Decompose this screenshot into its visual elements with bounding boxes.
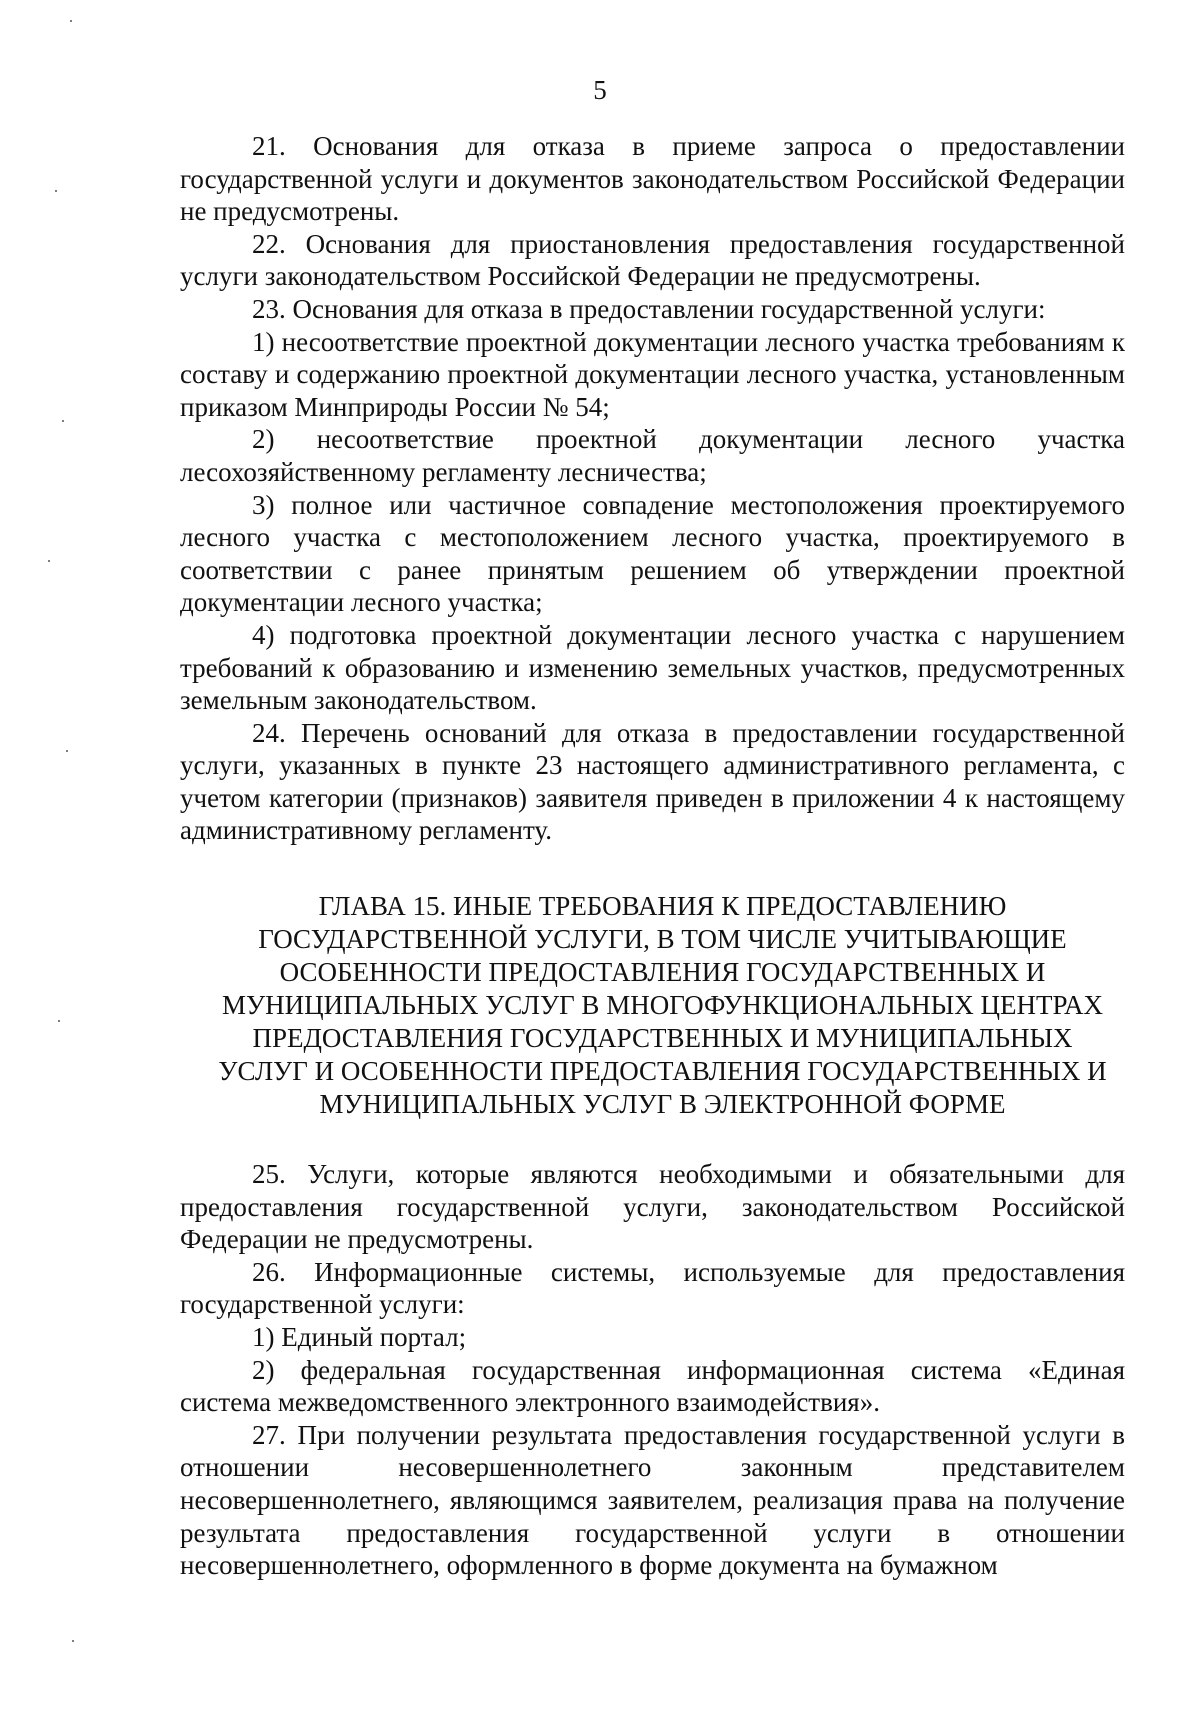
paragraph-26-item-2: 2) федеральная государственная информационная система «Единая система межведомственного электронного взаимодействия». xyxy=(180,1354,1125,1418)
chapter-heading-line: МУНИЦИПАЛЬНЫХ УСЛУГ В МНОГОФУНКЦИОНАЛЬНЫХ ЦЕНТРАХ xyxy=(221,990,1104,1020)
paragraph-22: 22. Основания для приостановления предоставления государственной услуги законодательством Российской Федерации не предусмотрены. xyxy=(180,228,1125,292)
chapter-15-heading xyxy=(180,890,1125,1121)
paragraph-23-item-1: 1) несоответствие проектной документации лесного участка требованиям к составу и содержанию проектной документации лесного участка, установленным приказом Минприроды России № 54; xyxy=(180,326,1125,422)
scan-speck xyxy=(48,560,50,562)
scan-speck xyxy=(58,1020,60,1022)
paragraph-23-item-2: 2) несоответствие проектной документации лесного участка лесохозяйственному регламенту лесничества; xyxy=(180,424,1125,487)
paragraph-23-item-4: 4) подготовка проектной документации лесного участка с нарушением требований к образованию и изменению земельных участков, предусмотренных земельным законодательством. xyxy=(180,619,1125,716)
chapter-heading-line: МУНИЦИПАЛЬНЫХ УСЛУГ В ЭЛЕКТРОННОЙ ФОРМЕ xyxy=(319,1089,1006,1119)
top-paragraphs xyxy=(180,130,1125,847)
paragraph-23-item-3: 3) полное или частичное совпадение местоположения проектируемого лесного участка с местоположением лесного участка, проектируемого в соответствии с ранее принятым решением об утверждении проектной документации лесного участка; xyxy=(180,489,1125,618)
bottom-paragraphs xyxy=(180,1158,1125,1582)
page-number: 5 xyxy=(593,75,607,105)
scan-speck xyxy=(62,420,64,422)
scan-speck xyxy=(70,20,72,22)
scan-speck xyxy=(66,750,68,752)
chapter-heading-line: ПРЕДОСТАВЛЕНИЯ ГОСУДАРСТВЕННЫХ И МУНИЦИПАЛЬНЫХ xyxy=(252,1023,1073,1053)
paragraph-26: 26. Информационные системы, используемые для предоставления государственной услуги: xyxy=(180,1256,1125,1320)
chapter-heading-line: ГОСУДАРСТВЕННОЙ УСЛУГИ, В ТОМ ЧИСЛЕ УЧИТЫВАЮЩИЕ xyxy=(258,924,1067,954)
paragraph-26-item-1: 1) Единый портал; xyxy=(252,1321,467,1352)
chapter-heading-line: ГЛАВА 15. ИНЫЕ ТРЕБОВАНИЯ К ПРЕДОСТАВЛЕНИЮ xyxy=(318,891,1007,921)
paragraph-23: 23. Основания для отказа в предоставлении государственной услуги: xyxy=(252,293,1046,324)
paragraph-25: 25. Услуги, которые являются необходимыми и обязательными для предоставления государственной услуги, законодательством Российской Федерации не предусмотрены. xyxy=(180,1159,1125,1255)
paragraph-24: 24. Перечень оснований для отказа в предоставлении государственной услуги, указанных в пункте 23 настоящего административного регламента, с учетом категории (признаков) заявителя приведен в приложении 4 к настоящему административному регламенту. xyxy=(180,717,1125,846)
paragraph-27: 27. При получении результата предоставления государственной услуги в отношении несовершеннолетнего законным представителем несовершеннолетнего, являющимся заявителем, реализация права на получение результата предоставления государственной услуги в отношении несовершеннолетнего, оформленного в форме документа на бумажном xyxy=(180,1419,1125,1581)
chapter-heading-line: ОСОБЕННОСТИ ПРЕДОСТАВЛЕНИЯ ГОСУДАРСТВЕННЫХ И xyxy=(279,957,1046,987)
scan-speck xyxy=(72,1640,74,1642)
paragraph-21: 21. Основания для отказа в приеме запроса о предоставлении государственной услуги и документов законодательством Российской Федерации не предусмотрены. xyxy=(180,131,1125,227)
scan-speck xyxy=(55,190,57,192)
chapter-heading-line: УСЛУГ И ОСОБЕННОСТИ ПРЕДОСТАВЛЕНИЯ ГОСУДАРСТВЕННЫХ И xyxy=(218,1056,1107,1086)
